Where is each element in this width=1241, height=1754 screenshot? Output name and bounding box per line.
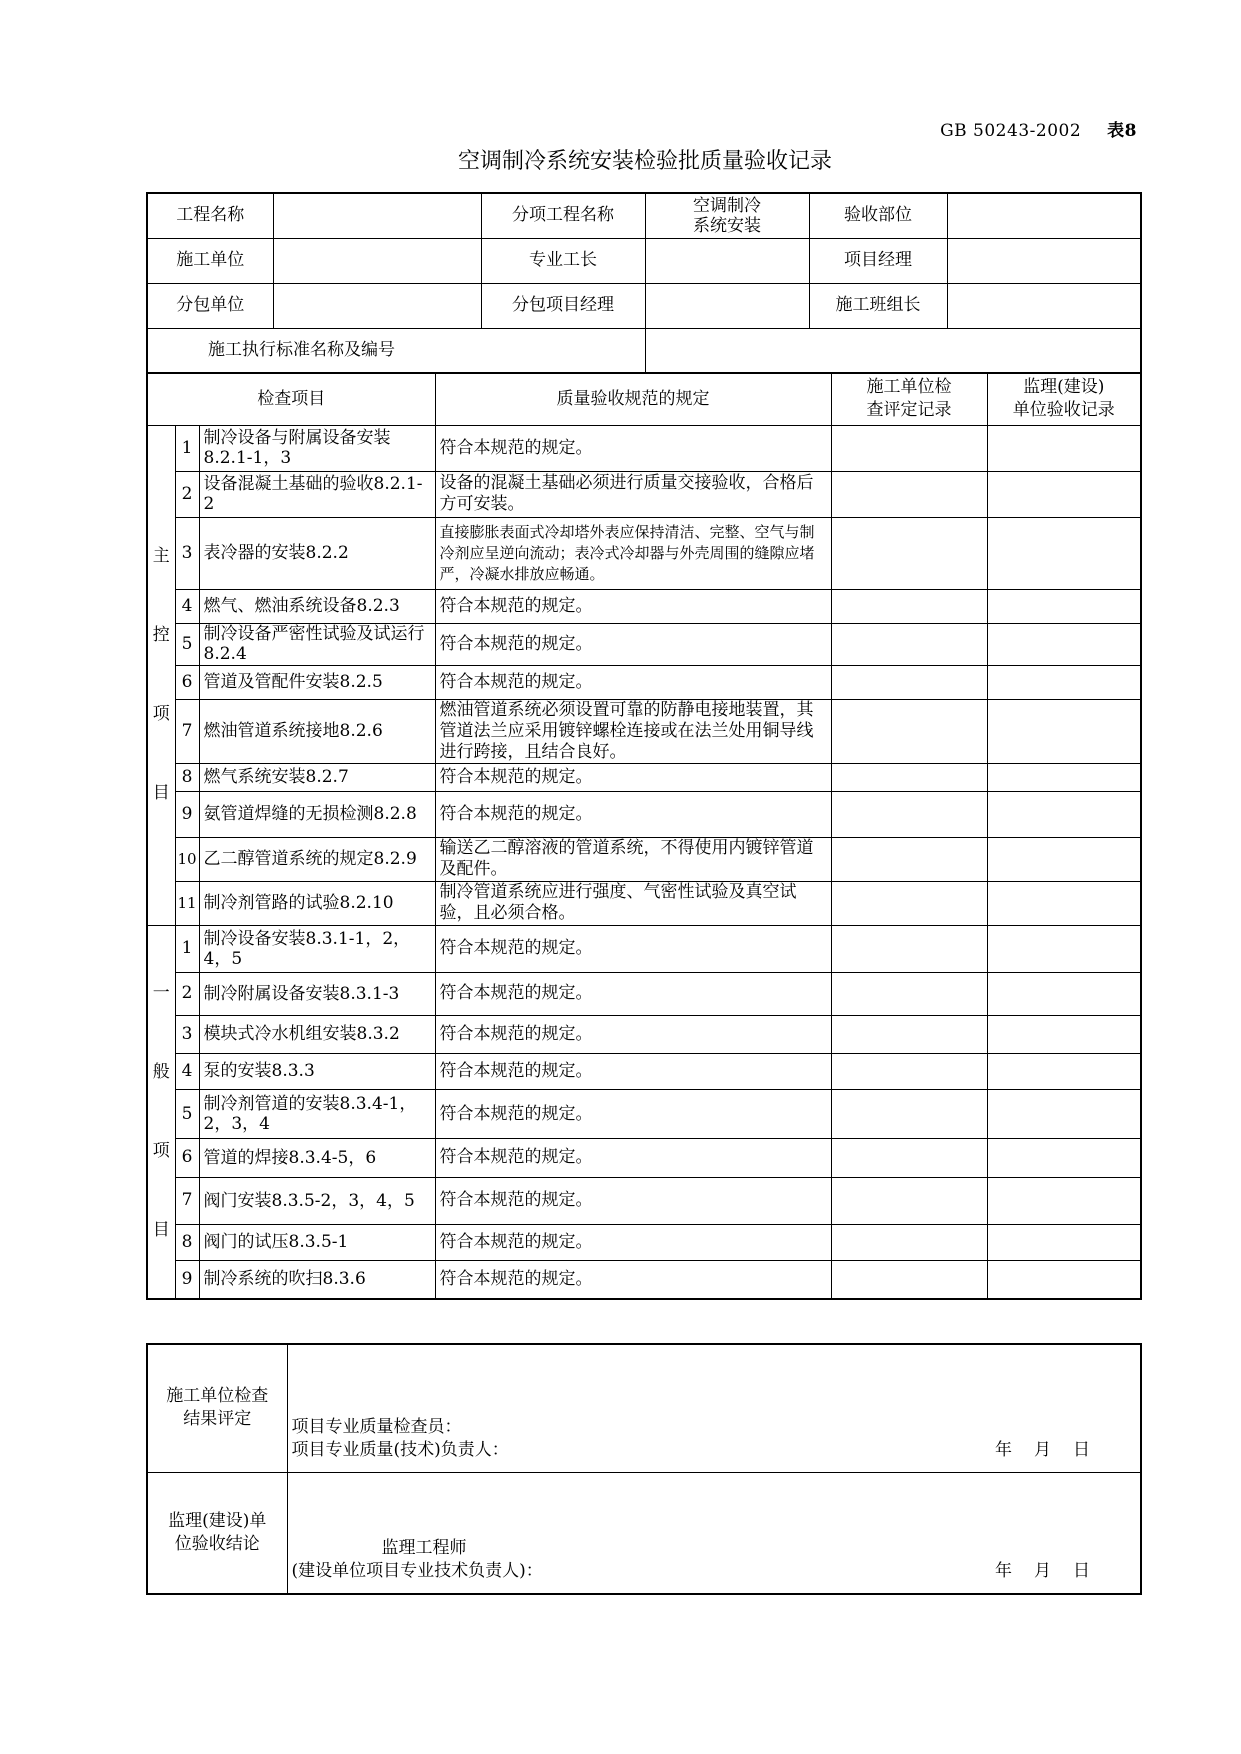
- spec-text: 符合本规范的规定。: [435, 1053, 831, 1089]
- supervisor-result-label-line1: 监理(建设)单: [168, 1510, 267, 1531]
- spec-text: 符合本规范的规定。: [435, 925, 831, 972]
- general-section-char: 目: [152, 1219, 170, 1240]
- check-item: 制冷附属设备安装8.3.1-3: [199, 972, 435, 1015]
- spec-text: 燃油管道系统必须设置可靠的防静电接地装置，其管道法兰应采用镀锌螺栓连接或在法兰处用铜导线进行跨接，且结合良好。: [435, 699, 831, 763]
- table-row: [147, 1177, 1141, 1224]
- foreman-label: 专业工长: [481, 238, 645, 283]
- col-supervisor: [987, 373, 1141, 425]
- month-label: 月: [1034, 1561, 1051, 1581]
- constructor-record-cell[interactable]: [831, 1139, 987, 1177]
- supervisor-result-label: [147, 1472, 287, 1594]
- constructor-record-cell[interactable]: [831, 665, 987, 699]
- acceptance-part-label: 验收部位: [809, 193, 947, 238]
- team-leader-label: 施工班组长: [809, 283, 947, 328]
- supervisor-date: [973, 1560, 1090, 1583]
- col-spec: 质量验收规范的规定: [435, 373, 831, 425]
- standard-label: 施工执行标准名称及编号: [147, 328, 645, 373]
- main_control-section-char: 目: [152, 783, 170, 803]
- spec-text: 符合本规范的规定。: [435, 1260, 831, 1298]
- check-item: 管道的焊接8.3.4-5，6: [199, 1139, 435, 1177]
- spec-text: 直接膨胀表面式冷却塔外表应保持清洁、完整、空气与制冷剂应呈逆向流动；表冷式冷却器与外壳周围的缝隙应堵严，冷凝水排放应畅通。: [435, 517, 831, 589]
- table-row: [147, 881, 1141, 925]
- check-item: 制冷剂管路的试验8.2.10: [199, 881, 435, 925]
- spec-text: 符合本规范的规定。: [435, 1139, 831, 1177]
- item-number: 9: [175, 791, 199, 837]
- standard-code-text: GB 50243-2002: [940, 121, 1082, 141]
- supervisor-responsible-text: (建设单位项目专业技术负责人)：: [291, 1561, 543, 1581]
- constructor-result-label: [147, 1344, 287, 1472]
- sub-project-value: [645, 193, 809, 238]
- table-row: [147, 517, 1141, 589]
- supervisor-record-cell[interactable]: [987, 425, 1141, 471]
- constructor-record-cell[interactable]: [831, 1260, 987, 1298]
- item-number: 5: [175, 623, 199, 665]
- responsible-text: 项目专业质量(技术)负责人：: [291, 1439, 509, 1460]
- check-item: 制冷设备与附属设备安装8.2.1-1，3: [199, 425, 435, 471]
- item-number: 2: [175, 972, 199, 1015]
- check-item: 设备混凝土基础的验收8.2.1-2: [199, 471, 435, 517]
- general-section-char: 般: [152, 1061, 170, 1082]
- table-row: [147, 1015, 1141, 1053]
- col-constructor: [831, 373, 987, 425]
- check-item: 泵的安装8.3.3: [199, 1053, 435, 1089]
- month-label: 月: [1034, 1439, 1051, 1460]
- info-table: [146, 192, 1142, 374]
- constructor-record-cell[interactable]: [831, 791, 987, 837]
- day-label: 日: [1073, 1561, 1090, 1581]
- subcontract-manager-label: 分包项目经理: [481, 283, 645, 328]
- constructor-result-label-line1: 施工单位检查: [166, 1386, 269, 1407]
- subcontract-unit-field[interactable]: [273, 283, 481, 328]
- check-item: 制冷剂管道的安装8.3.4-1，2，3，4: [199, 1089, 435, 1139]
- supervisor-record-cell[interactable]: [987, 1053, 1141, 1089]
- team-leader-field[interactable]: [947, 283, 1141, 328]
- supervisor-record-cell[interactable]: [987, 699, 1141, 763]
- check-item: 燃气系统安装8.2.7: [199, 763, 435, 791]
- constructor-record-cell[interactable]: [831, 589, 987, 623]
- table-row: [147, 925, 1141, 972]
- page-title: 空调制冷系统安装检验批质量验收记录: [457, 149, 832, 174]
- constructor-record-cell[interactable]: [831, 972, 987, 1015]
- constructor-record-cell[interactable]: [831, 1053, 987, 1089]
- spec-text: 设备的混凝土基础必须进行质量交接验收，合格后方可安装。: [435, 471, 831, 517]
- standard-code: [940, 116, 1137, 141]
- spec-text: 输送乙二醇溶液的管道系统，不得使用内镀锌管道及配件。: [435, 837, 831, 881]
- constructor-result-label-line2: 结果评定: [183, 1409, 252, 1430]
- table-row: [147, 1260, 1141, 1298]
- table-row: [147, 1139, 1141, 1177]
- constructor-result-cell[interactable]: [287, 1344, 1141, 1472]
- construction-unit-label: 施工单位: [147, 238, 273, 283]
- item-number: 1: [175, 925, 199, 972]
- main_control-section-char: 控: [152, 625, 170, 645]
- col-supervisor-line1: 监理(建设): [1023, 377, 1105, 398]
- spec-text: 符合本规范的规定。: [435, 665, 831, 699]
- check-item: 表冷器的安装8.2.2: [199, 517, 435, 589]
- supervisor-result-label-line2: 位验收结论: [174, 1533, 260, 1554]
- spec-text: 符合本规范的规定。: [435, 1224, 831, 1260]
- inspector-line: 项目专业质量检查员：: [291, 1416, 462, 1437]
- table-row: [147, 1224, 1141, 1260]
- engineer-line: 监理工程师: [381, 1538, 467, 1558]
- constructor-record-cell[interactable]: [831, 837, 987, 881]
- day-label: 日: [1073, 1439, 1090, 1460]
- table-row: [147, 699, 1141, 763]
- table-row: [147, 589, 1141, 623]
- check-item: 燃气、燃油系统设备8.2.3: [199, 589, 435, 623]
- item-number: 9: [175, 1260, 199, 1298]
- constructor-record-cell[interactable]: [831, 425, 987, 471]
- check-item: 管道及管配件安装8.2.5: [199, 665, 435, 699]
- spec-text: 符合本规范的规定。: [435, 763, 831, 791]
- check-item: 阀门安装8.3.5-2，3，4，5: [199, 1177, 435, 1224]
- table-number: 表8: [1107, 121, 1137, 141]
- check-item: 乙二醇管道系统的规定8.2.9: [199, 837, 435, 881]
- constructor-record-cell[interactable]: [831, 1089, 987, 1139]
- check-item: 氨管道焊缝的无损检测8.2.8: [199, 791, 435, 837]
- table-row: [147, 837, 1141, 881]
- item-number: 5: [175, 1089, 199, 1139]
- spec-text: 符合本规范的规定。: [435, 1177, 831, 1224]
- check-item: 制冷设备安装8.3.1-1，2，4，5: [199, 925, 435, 972]
- spec-text: 符合本规范的规定。: [435, 1015, 831, 1053]
- supervisor-record-cell[interactable]: [987, 589, 1141, 623]
- item-number: 8: [175, 763, 199, 791]
- table-row: [147, 665, 1141, 699]
- supervisor-record-cell[interactable]: [987, 881, 1141, 925]
- supervisor-record-cell[interactable]: [987, 517, 1141, 589]
- item-number: 2: [175, 471, 199, 517]
- table-row: [147, 972, 1141, 1015]
- sub-project-label: 分项工程名称: [481, 193, 645, 238]
- item-number: 4: [175, 1053, 199, 1089]
- table-row: [147, 471, 1141, 517]
- col-constructor-line1: 施工单位检: [866, 377, 952, 398]
- spec-text: 符合本规范的规定。: [435, 425, 831, 471]
- spec-text: 符合本规范的规定。: [435, 623, 831, 665]
- spec-text: 制冷管道系统应进行强度、气密性试验及真空试验，且必须合格。: [435, 881, 831, 925]
- spec-text: 符合本规范的规定。: [435, 972, 831, 1015]
- item-number: 1: [175, 425, 199, 471]
- constructor-record-cell[interactable]: [831, 881, 987, 925]
- item-number: 10: [175, 837, 199, 881]
- table-row: [147, 425, 1141, 471]
- subcontract-unit-label: 分包单位: [147, 283, 273, 328]
- constructor-record-cell[interactable]: [831, 699, 987, 763]
- item-number: 6: [175, 1139, 199, 1177]
- supervisor-record-cell[interactable]: [987, 1177, 1141, 1224]
- responsible-line: [292, 1439, 1137, 1462]
- constructor-record-cell[interactable]: [831, 1015, 987, 1053]
- spec-text: 符合本规范的规定。: [435, 791, 831, 837]
- item-number: 7: [175, 699, 199, 763]
- supervisor-record-cell[interactable]: [987, 791, 1141, 837]
- item-number: 11: [175, 881, 199, 925]
- col-constructor-line2: 查评定记录: [866, 400, 952, 421]
- item-number: 3: [175, 517, 199, 589]
- supervisor-record-cell[interactable]: [987, 925, 1141, 972]
- supervisor-record-cell[interactable]: [987, 837, 1141, 881]
- table-row: [147, 1053, 1141, 1089]
- check-item: 制冷系统的吹扫8.3.6: [199, 1260, 435, 1298]
- supervisor-record-cell[interactable]: [987, 972, 1141, 1015]
- general-section-char: 项: [152, 1140, 170, 1161]
- main_control-section-label: [147, 425, 175, 925]
- subcontract-manager-field[interactable]: [645, 283, 809, 328]
- constructor-record-cell[interactable]: [831, 763, 987, 791]
- table-row: [147, 763, 1141, 791]
- main_control-section-char: 主: [152, 546, 170, 566]
- table-row: [147, 1089, 1141, 1139]
- constructor-record-cell[interactable]: [831, 623, 987, 665]
- construction-unit-field[interactable]: [273, 238, 481, 283]
- check-table: [146, 372, 1142, 1300]
- year-label: 年: [995, 1439, 1012, 1460]
- sub-project-value-line1: 空调制冷: [693, 195, 761, 216]
- result-table: [146, 1343, 1142, 1595]
- year-label: 年: [995, 1561, 1012, 1581]
- general-section-char: 一: [152, 982, 170, 1003]
- check-item: 燃油管道系统接地8.2.6: [199, 699, 435, 763]
- constructor-record-cell[interactable]: [831, 471, 987, 517]
- item-number: 3: [175, 1015, 199, 1053]
- item-number: 8: [175, 1224, 199, 1260]
- supervisor-record-cell[interactable]: [987, 665, 1141, 699]
- check-item: 制冷设备严密性试验及试运行8.2.4: [199, 623, 435, 665]
- table-row: [147, 623, 1141, 665]
- project-name-label: 工程名称: [147, 193, 273, 238]
- constructor-record-cell[interactable]: [831, 1224, 987, 1260]
- table-row: [147, 791, 1141, 837]
- project-manager-label: 项目经理: [809, 238, 947, 283]
- general-section-label: [147, 925, 175, 1299]
- col-check-item: 检查项目: [147, 373, 435, 425]
- spec-text: 符合本规范的规定。: [435, 589, 831, 623]
- supervisor-record-cell[interactable]: [987, 471, 1141, 517]
- standard-field[interactable]: [645, 328, 1141, 373]
- col-supervisor-line2: 单位验收记录: [1012, 400, 1115, 421]
- supervisor-record-cell[interactable]: [987, 1015, 1141, 1053]
- acceptance-part-field[interactable]: [947, 193, 1141, 238]
- item-number: 7: [175, 1177, 199, 1224]
- project-manager-field[interactable]: [947, 238, 1141, 283]
- supervisor-record-cell[interactable]: [987, 763, 1141, 791]
- supervisor-record-cell[interactable]: [987, 623, 1141, 665]
- supervisor-responsible-line: [292, 1560, 1137, 1583]
- constructor-record-cell[interactable]: [831, 517, 987, 589]
- supervisor-record-cell[interactable]: [987, 1260, 1141, 1298]
- supervisor-record-cell[interactable]: [987, 1089, 1141, 1139]
- item-number: 4: [175, 589, 199, 623]
- sub-project-value-line2: 系统安装: [693, 215, 761, 236]
- constructor-record-cell[interactable]: [831, 925, 987, 972]
- spec-text: 符合本规范的规定。: [435, 1089, 831, 1139]
- foreman-field[interactable]: [645, 238, 809, 283]
- supervisor-record-cell[interactable]: [987, 1139, 1141, 1177]
- main_control-section-char: 项: [152, 704, 170, 724]
- check-item: 阀门的试压8.3.5-1: [199, 1224, 435, 1260]
- check-item: 模块式冷水机组安装8.3.2: [199, 1015, 435, 1053]
- project-name-field[interactable]: [273, 193, 481, 238]
- item-number: 6: [175, 665, 199, 699]
- supervisor-result-cell[interactable]: [287, 1472, 1141, 1594]
- constructor-date: [973, 1439, 1090, 1462]
- supervisor-record-cell[interactable]: [987, 1224, 1141, 1260]
- constructor-record-cell[interactable]: [831, 1177, 987, 1224]
